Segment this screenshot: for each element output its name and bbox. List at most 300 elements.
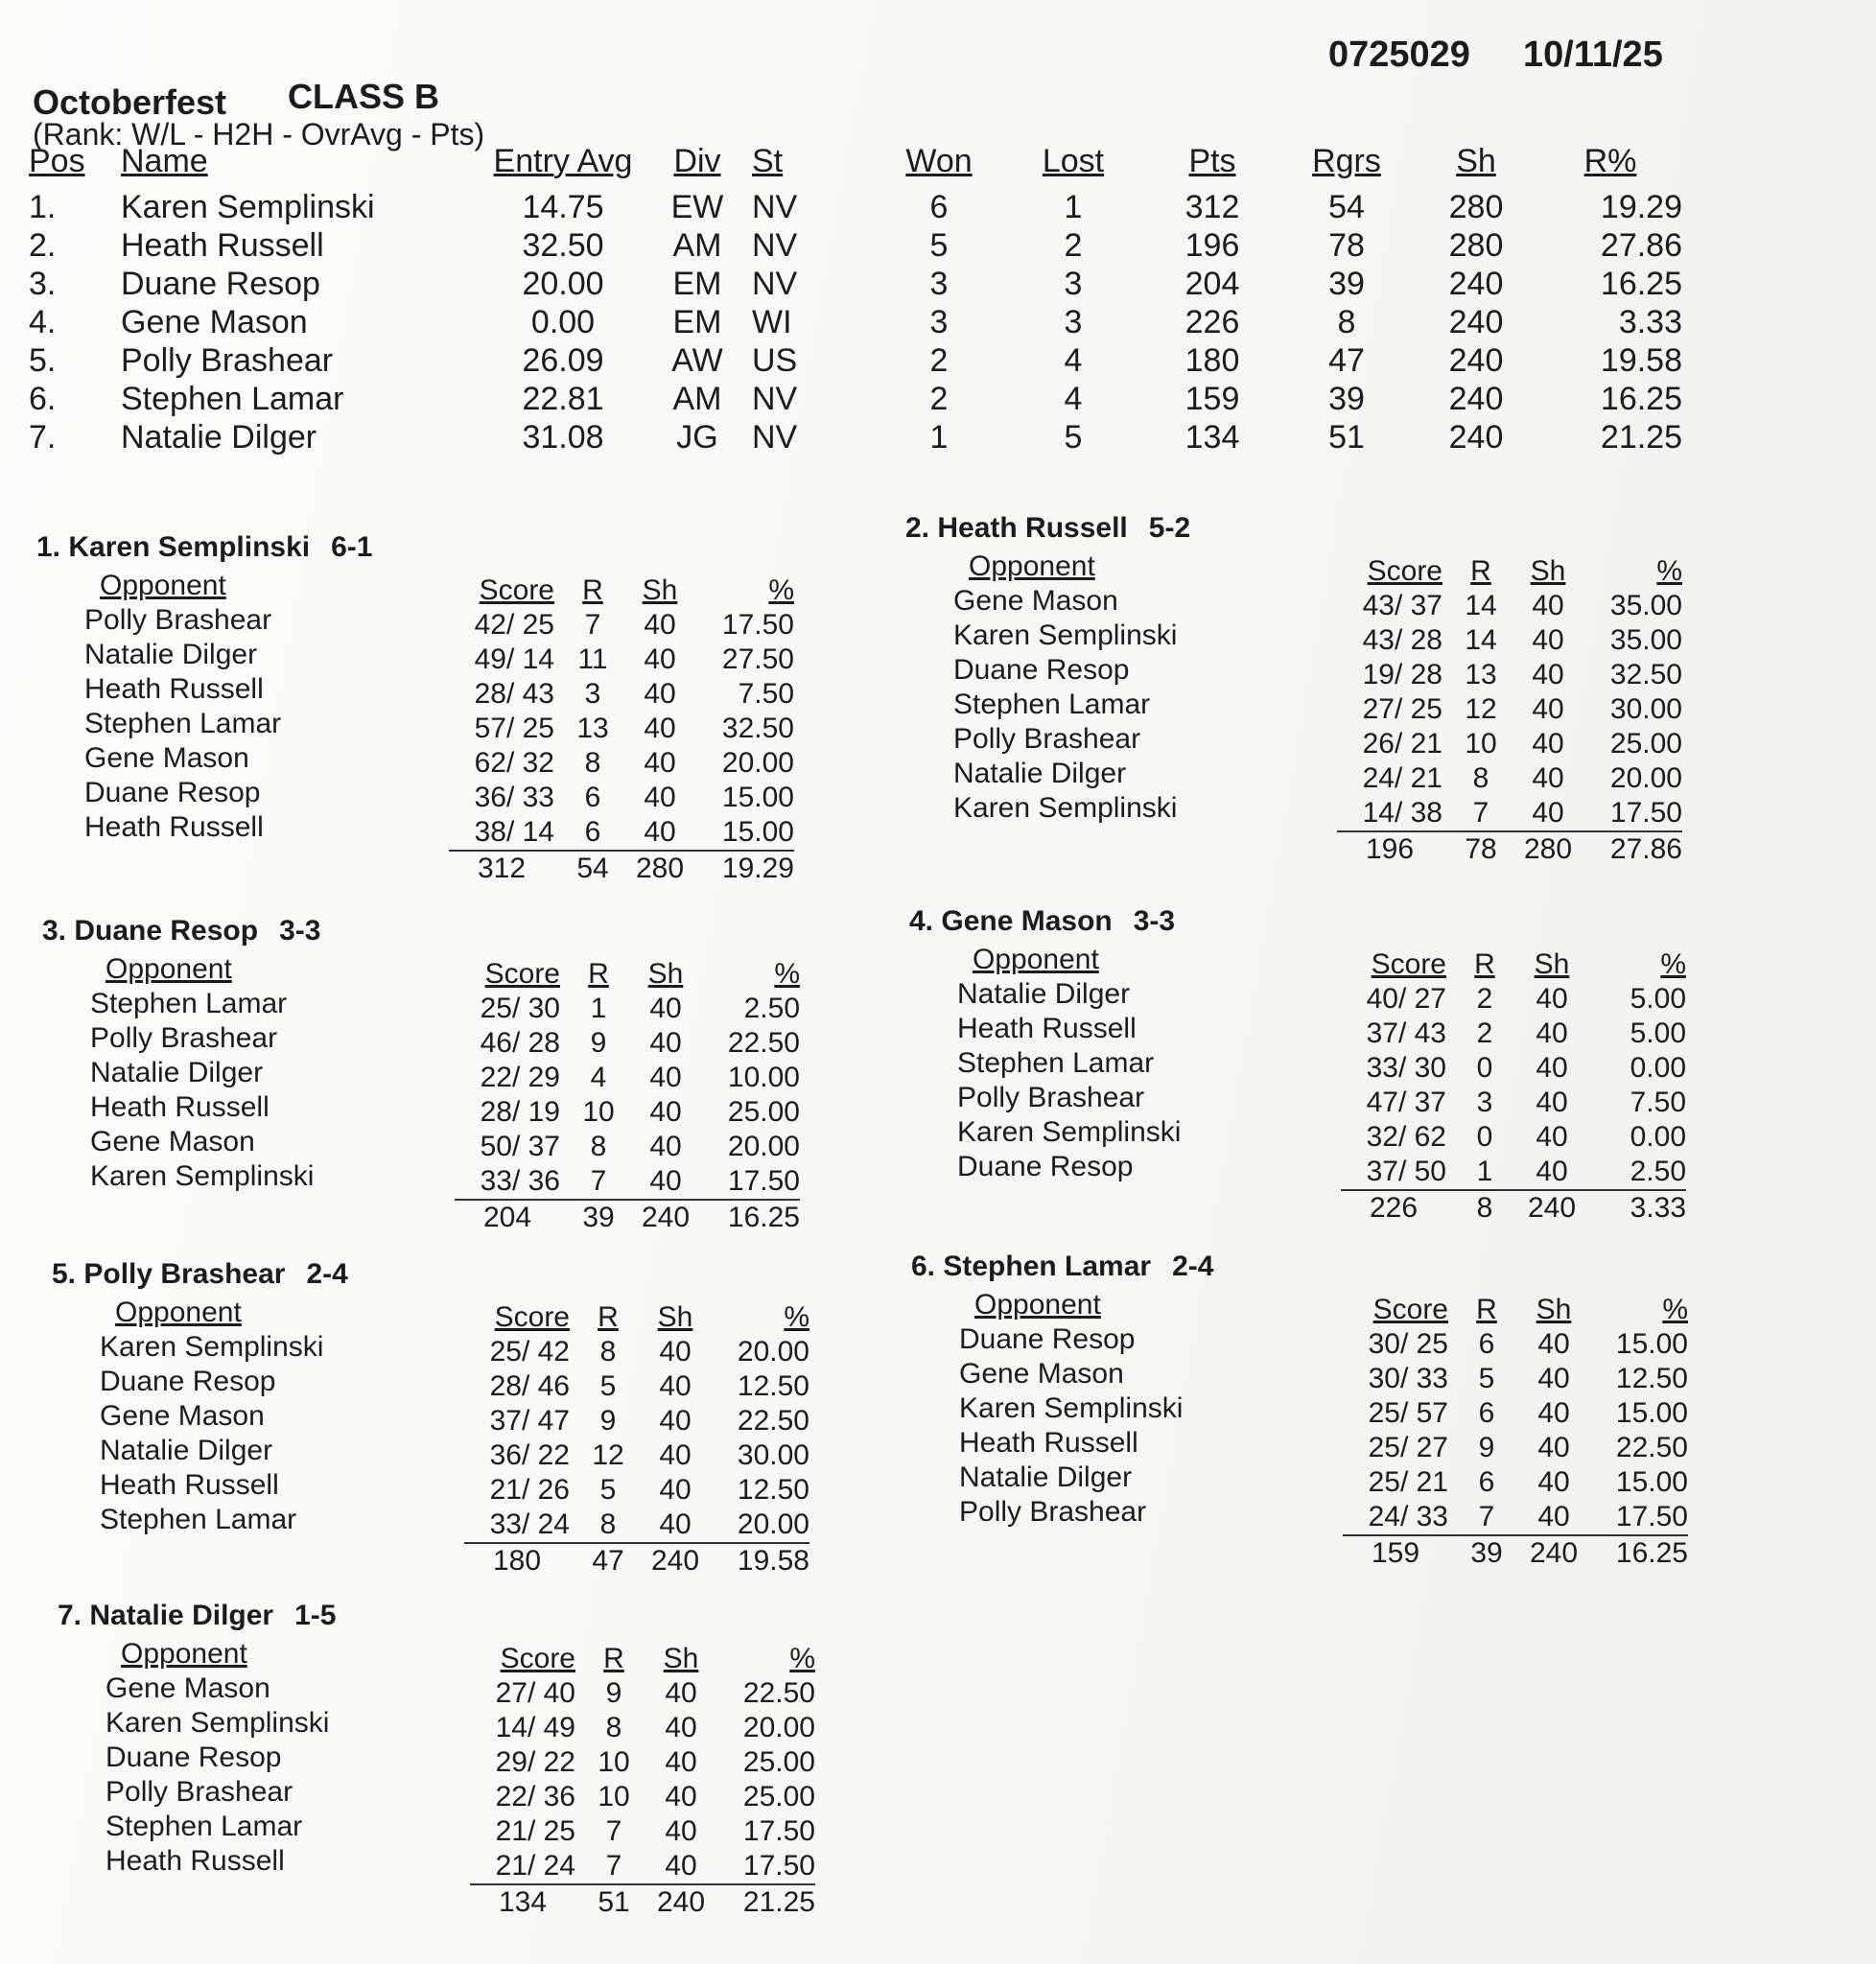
game-score: 38/ 14 xyxy=(474,816,554,848)
game-r: 7 xyxy=(590,1165,607,1197)
game-sh: 40 xyxy=(644,678,676,710)
standings-table xyxy=(29,142,1682,456)
standings-cell-avg: 26.09 xyxy=(522,341,604,379)
opponent-name: Stephen Lamar xyxy=(90,988,288,1019)
game-r: 10 xyxy=(1465,728,1497,760)
game-score: 36/ 22 xyxy=(489,1439,570,1471)
standings-row xyxy=(29,188,1682,226)
standings-cell-pos: 1. xyxy=(29,188,57,225)
standings-cell-avg: 31.08 xyxy=(522,418,604,456)
standings-cell-rp: 19.29 xyxy=(1600,188,1682,225)
standings-cell-div: EM xyxy=(672,265,722,302)
standings-cell-sh: 240 xyxy=(1448,265,1504,302)
opponent-name: Natalie Dilger xyxy=(957,978,1131,1010)
game-sh: 40 xyxy=(1537,1501,1570,1532)
standings-row xyxy=(29,303,1682,341)
game-sh: 40 xyxy=(1532,693,1564,725)
total-row xyxy=(1341,1190,1686,1226)
game-pct: 25.00 xyxy=(742,1746,815,1778)
opponent-name: Gene Mason xyxy=(106,1672,270,1704)
game-pct: 5.00 xyxy=(1630,1017,1686,1049)
col-pts: Pts xyxy=(1188,142,1236,179)
game-score: 36/ 33 xyxy=(474,782,554,813)
player-name: 7. Natalie Dilger xyxy=(58,1600,274,1631)
game-score: 25/ 42 xyxy=(489,1336,570,1368)
game-score: 28/ 46 xyxy=(489,1370,570,1402)
opponent-name: Stephen Lamar xyxy=(957,1047,1155,1079)
game-score: 46/ 28 xyxy=(480,1027,560,1059)
player-record: 2-4 xyxy=(306,1258,348,1290)
game-row xyxy=(455,1026,800,1061)
game-sh: 40 xyxy=(644,609,676,641)
player-section-1 xyxy=(36,531,794,886)
game-r: 6 xyxy=(1478,1328,1495,1360)
opponent-name: Gene Mason xyxy=(953,585,1118,617)
game-pct: 20.00 xyxy=(1609,762,1682,794)
opponent-name: Karen Semplinski xyxy=(959,1392,1184,1424)
game-score: 50/ 37 xyxy=(480,1131,560,1162)
standings-cell-pos: 6. xyxy=(29,380,57,417)
game-r: 12 xyxy=(592,1439,624,1471)
opponent-name: Duane Resop xyxy=(959,1323,1136,1355)
game-sh: 40 xyxy=(649,1165,682,1197)
opponent-name: Karen Semplinski xyxy=(957,1116,1182,1148)
standings-cell-name: Polly Brashear xyxy=(121,341,334,379)
game-r: 11 xyxy=(577,643,608,675)
col-rgrs: Rgrs xyxy=(1312,142,1381,179)
game-row xyxy=(470,1711,815,1745)
standings-cell-pos: 7. xyxy=(29,418,57,456)
player-stats-table xyxy=(470,1642,815,1920)
game-r: 6 xyxy=(584,816,601,848)
game-pct: 15.00 xyxy=(1615,1328,1688,1360)
opponent-name: Karen Semplinski xyxy=(90,1160,315,1192)
stats-header-pct: % xyxy=(784,1301,809,1333)
total-r: 47 xyxy=(579,1543,637,1578)
game-sh: 40 xyxy=(644,816,676,848)
game-sh: 40 xyxy=(644,713,676,744)
standings-cell-pos: 5. xyxy=(29,341,57,379)
player-section-title xyxy=(911,1251,1688,1289)
game-sh: 40 xyxy=(644,747,676,779)
game-sh: 40 xyxy=(1536,983,1568,1015)
player-section-title xyxy=(42,915,800,953)
stats-header-r: R xyxy=(603,1643,624,1674)
total-sh: 240 xyxy=(627,1200,704,1235)
total-pct: 19.29 xyxy=(698,851,794,886)
stats-header-pct: % xyxy=(1656,555,1682,587)
game-pct: 2.50 xyxy=(1630,1156,1686,1187)
game-score: 30/ 33 xyxy=(1368,1363,1448,1394)
standings-cell-won: 1 xyxy=(929,418,949,456)
standings-cell-lost: 4 xyxy=(1064,341,1083,379)
standings-cell-lost: 2 xyxy=(1064,226,1083,264)
opponent-name: Polly Brashear xyxy=(84,604,272,636)
standings-cell-pts: 312 xyxy=(1184,188,1240,225)
standings-cell-name: Heath Russell xyxy=(121,226,324,264)
standings-cell-won: 3 xyxy=(929,303,949,340)
standings-cell-pos: 2. xyxy=(29,226,57,264)
total-r: 39 xyxy=(570,1200,627,1235)
standings-cell-rgrs: 47 xyxy=(1328,341,1365,379)
game-pct: 32.50 xyxy=(721,713,794,744)
standings-row xyxy=(29,226,1682,265)
standings-cell-lost: 4 xyxy=(1064,380,1083,417)
standings-cell-name: Natalie Dilger xyxy=(121,418,317,456)
game-row xyxy=(1337,623,1682,658)
game-score: 57/ 25 xyxy=(474,713,554,744)
opponent-name: Natalie Dilger xyxy=(100,1435,273,1466)
game-score: 19/ 28 xyxy=(1362,659,1442,690)
opponent-header: Opponent xyxy=(973,944,1099,975)
player-stats-table xyxy=(1337,554,1682,867)
game-score: 37/ 50 xyxy=(1366,1156,1446,1187)
player-section-title xyxy=(58,1600,815,1638)
game-r: 9 xyxy=(605,1677,622,1709)
game-sh: 40 xyxy=(665,1781,697,1812)
player-section-title xyxy=(52,1258,809,1297)
opponent-name: Gene Mason xyxy=(90,1126,255,1157)
game-sh: 40 xyxy=(659,1474,692,1506)
player-stats-table xyxy=(1343,1293,1688,1571)
game-row xyxy=(455,1095,800,1130)
game-score: 27/ 25 xyxy=(1362,693,1442,725)
standings-cell-pos: 3. xyxy=(29,265,57,302)
game-score: 26/ 21 xyxy=(1362,728,1442,760)
total-row xyxy=(1343,1535,1688,1571)
game-r: 7 xyxy=(1472,797,1489,829)
stats-header-row xyxy=(464,1300,809,1335)
opponent-header: Opponent xyxy=(121,1638,247,1670)
standings-cell-won: 2 xyxy=(929,380,949,417)
total-score: 196 xyxy=(1337,831,1452,867)
game-score: 25/ 30 xyxy=(480,993,560,1024)
standings-cell-pts: 204 xyxy=(1184,265,1240,302)
total-r: 39 xyxy=(1458,1535,1515,1571)
game-row xyxy=(449,712,794,746)
stats-header-r: R xyxy=(1470,555,1491,587)
game-pct: 20.00 xyxy=(737,1336,809,1368)
stats-header-r: R xyxy=(1476,1294,1497,1325)
total-sh: 280 xyxy=(621,851,698,886)
game-sh: 40 xyxy=(649,1027,682,1059)
stats-header-score: Score xyxy=(484,958,560,990)
game-r: 6 xyxy=(1478,1397,1495,1429)
game-r: 14 xyxy=(1465,624,1497,656)
game-row xyxy=(449,815,794,851)
standings-cell-div: EW xyxy=(670,188,724,225)
game-row xyxy=(1337,761,1682,796)
player-section-title xyxy=(36,531,794,570)
game-row xyxy=(1337,692,1682,727)
game-row xyxy=(1343,1465,1688,1500)
game-sh: 40 xyxy=(1536,1017,1568,1049)
opponent-list xyxy=(911,1289,1343,1571)
opponent-name: Gene Mason xyxy=(100,1400,265,1432)
game-row xyxy=(464,1438,809,1473)
player-record: 5-2 xyxy=(1148,512,1191,544)
game-r: 2 xyxy=(1476,1017,1493,1049)
stats-header-score: Score xyxy=(1372,1294,1448,1325)
game-pct: 20.00 xyxy=(742,1712,815,1743)
opponent-list xyxy=(905,550,1337,867)
player-section-2 xyxy=(905,512,1682,867)
standings-cell-div: JG xyxy=(676,418,718,456)
player-section-5 xyxy=(52,1258,809,1578)
game-r: 6 xyxy=(1478,1466,1495,1498)
standings-cell-rp: 19.58 xyxy=(1600,341,1682,379)
game-sh: 40 xyxy=(649,1062,682,1093)
game-pct: 5.00 xyxy=(1630,983,1686,1015)
player-stats-table xyxy=(464,1300,809,1578)
game-r: 5 xyxy=(599,1474,617,1506)
standings-cell-rgrs: 8 xyxy=(1337,303,1356,340)
opponent-name: Natalie Dilger xyxy=(953,758,1127,789)
standings-cell-st: NV xyxy=(752,265,798,302)
game-pct: 27.50 xyxy=(721,643,794,675)
game-sh: 40 xyxy=(1537,1328,1570,1360)
player-section-4 xyxy=(909,905,1686,1226)
standings-cell-avg: 22.81 xyxy=(522,380,604,417)
standings-cell-rp: 16.25 xyxy=(1600,265,1682,302)
opponent-name: Duane Resop xyxy=(957,1151,1134,1182)
game-score: 25/ 21 xyxy=(1368,1466,1448,1498)
game-row xyxy=(464,1508,809,1543)
game-row xyxy=(449,677,794,712)
stats-header-score: Score xyxy=(479,574,554,606)
standings-row xyxy=(29,341,1682,380)
game-row xyxy=(1341,982,1686,1017)
standings-row xyxy=(29,380,1682,418)
total-pct: 19.58 xyxy=(714,1543,809,1578)
col-lost: Lost xyxy=(1042,142,1105,179)
stats-header-r: R xyxy=(1474,948,1495,980)
game-r: 10 xyxy=(598,1746,630,1778)
game-score: 62/ 32 xyxy=(474,747,554,779)
game-pct: 22.50 xyxy=(727,1027,800,1059)
game-row xyxy=(455,1130,800,1164)
opponent-name: Polly Brashear xyxy=(90,1022,278,1054)
total-r: 51 xyxy=(585,1884,643,1920)
game-r: 13 xyxy=(576,713,609,744)
game-row xyxy=(470,1814,815,1849)
game-pct: 30.00 xyxy=(1609,693,1682,725)
stats-header-score: Score xyxy=(1371,948,1446,980)
game-r: 4 xyxy=(590,1062,607,1093)
game-sh: 40 xyxy=(665,1850,697,1882)
game-row xyxy=(464,1335,809,1369)
game-score: 30/ 25 xyxy=(1368,1328,1448,1360)
standings-cell-rgrs: 51 xyxy=(1328,418,1365,456)
game-row xyxy=(1341,1120,1686,1155)
col-div: Div xyxy=(673,142,721,179)
opponent-name: Karen Semplinski xyxy=(953,620,1178,651)
opponent-name: Natalie Dilger xyxy=(959,1461,1133,1493)
game-score: 21/ 26 xyxy=(489,1474,570,1506)
game-score: 40/ 27 xyxy=(1366,983,1446,1015)
stats-header-sh: Sh xyxy=(1534,948,1570,980)
standings-cell-st: NV xyxy=(752,380,798,417)
total-pct: 3.33 xyxy=(1590,1190,1686,1226)
opponent-name: Heath Russell xyxy=(959,1427,1138,1459)
game-sh: 40 xyxy=(644,782,676,813)
game-score: 29/ 22 xyxy=(495,1746,575,1778)
game-pct: 2.50 xyxy=(743,993,800,1024)
standings-cell-pos: 4. xyxy=(29,303,57,340)
game-pct: 7.50 xyxy=(738,678,794,710)
game-r: 3 xyxy=(584,678,601,710)
game-r: 7 xyxy=(605,1815,622,1847)
opponent-name: Heath Russell xyxy=(100,1469,279,1501)
opponent-list xyxy=(52,1297,464,1578)
game-pct: 22.50 xyxy=(737,1405,809,1437)
stats-header-sh: Sh xyxy=(663,1643,699,1674)
event-date: 10/11/25 xyxy=(1523,35,1663,75)
event-code: 0725029 xyxy=(1328,35,1470,75)
game-sh: 40 xyxy=(1532,624,1564,656)
col-rpct: R% xyxy=(1583,142,1637,179)
player-record: 6-1 xyxy=(331,531,373,563)
standings-cell-sh: 240 xyxy=(1448,418,1504,456)
game-row xyxy=(464,1473,809,1508)
standings-cell-pts: 134 xyxy=(1184,418,1240,456)
game-row xyxy=(1341,1086,1686,1120)
game-sh: 40 xyxy=(649,993,682,1024)
game-r: 9 xyxy=(599,1405,617,1437)
standings-cell-won: 3 xyxy=(929,265,949,302)
game-score: 21/ 24 xyxy=(495,1850,575,1882)
standings-cell-sh: 240 xyxy=(1448,380,1504,417)
game-pct: 22.50 xyxy=(742,1677,815,1709)
standings-cell-div: AW xyxy=(671,341,723,379)
game-score: 37/ 47 xyxy=(489,1405,570,1437)
game-r: 1 xyxy=(1476,1156,1493,1187)
game-sh: 40 xyxy=(1532,659,1564,690)
opponent-header: Opponent xyxy=(115,1297,242,1328)
standings-cell-rgrs: 78 xyxy=(1328,226,1365,264)
game-row xyxy=(1341,1051,1686,1086)
total-row xyxy=(470,1884,815,1920)
standings-cell-div: AM xyxy=(672,226,722,264)
game-score: 33/ 36 xyxy=(480,1165,560,1197)
game-row xyxy=(455,992,800,1026)
game-sh: 40 xyxy=(659,1336,692,1368)
total-score: 134 xyxy=(470,1884,585,1920)
standings-cell-won: 2 xyxy=(929,341,949,379)
stats-header-row xyxy=(455,957,800,992)
total-r: 54 xyxy=(564,851,621,886)
stats-header-pct: % xyxy=(789,1643,815,1674)
standings-cell-won: 5 xyxy=(929,226,949,264)
game-r: 13 xyxy=(1465,659,1497,690)
game-sh: 40 xyxy=(1536,1052,1568,1084)
total-pct: 16.25 xyxy=(1592,1535,1688,1571)
standings-cell-pts: 226 xyxy=(1184,303,1240,340)
game-score: 49/ 14 xyxy=(474,643,554,675)
game-r: 8 xyxy=(590,1131,607,1162)
opponent-name: Stephen Lamar xyxy=(953,689,1151,720)
standings-cell-pts: 196 xyxy=(1184,226,1240,264)
game-r: 5 xyxy=(1478,1363,1495,1394)
game-r: 8 xyxy=(605,1712,622,1743)
game-r: 9 xyxy=(590,1027,607,1059)
game-r: 3 xyxy=(1476,1087,1493,1118)
opponent-name: Duane Resop xyxy=(84,777,261,808)
game-sh: 40 xyxy=(659,1370,692,1402)
total-sh: 240 xyxy=(1513,1190,1590,1226)
game-sh: 40 xyxy=(665,1712,697,1743)
game-pct: 15.00 xyxy=(1615,1466,1688,1498)
game-row xyxy=(470,1780,815,1814)
rank-rule: (Rank: W/L - H2H - OvrAvg - Pts) xyxy=(33,117,485,152)
standings-row xyxy=(29,418,1682,456)
standings-cell-rp: 27.86 xyxy=(1600,226,1682,264)
game-score: 21/ 25 xyxy=(495,1815,575,1847)
game-sh: 40 xyxy=(1537,1363,1570,1394)
total-pct: 21.25 xyxy=(719,1884,815,1920)
game-score: 42/ 25 xyxy=(474,609,554,641)
player-name: 2. Heath Russell xyxy=(905,512,1128,544)
game-sh: 40 xyxy=(1536,1156,1568,1187)
standings-header xyxy=(29,142,1682,188)
stats-header-sh: Sh xyxy=(647,958,684,990)
standings-cell-avg: 32.50 xyxy=(522,226,604,264)
stats-header-row xyxy=(449,573,794,608)
game-row xyxy=(1341,1155,1686,1190)
game-row xyxy=(1343,1362,1688,1396)
total-sh: 240 xyxy=(637,1543,714,1578)
col-name: Name xyxy=(121,142,208,179)
game-sh: 40 xyxy=(1532,728,1564,760)
game-sh: 40 xyxy=(1537,1466,1570,1498)
game-row xyxy=(1343,1500,1688,1535)
game-pct: 12.50 xyxy=(1615,1363,1688,1394)
game-sh: 40 xyxy=(1536,1087,1568,1118)
game-pct: 7.50 xyxy=(1630,1087,1686,1118)
game-score: 25/ 27 xyxy=(1368,1432,1448,1463)
event-title: Octoberfest xyxy=(33,82,227,122)
game-sh: 40 xyxy=(665,1746,697,1778)
opponent-header: Opponent xyxy=(106,953,232,985)
game-r: 8 xyxy=(599,1336,617,1368)
opponent-list xyxy=(909,944,1341,1226)
game-sh: 40 xyxy=(1537,1432,1570,1463)
game-r: 14 xyxy=(1465,590,1497,621)
opponent-name: Gene Mason xyxy=(959,1358,1124,1390)
game-row xyxy=(1337,796,1682,831)
opponent-header: Opponent xyxy=(100,570,226,601)
standings-cell-pts: 159 xyxy=(1184,380,1240,417)
standings-cell-name: Stephen Lamar xyxy=(121,380,344,417)
opponent-name: Polly Brashear xyxy=(957,1082,1145,1113)
game-sh: 40 xyxy=(665,1677,697,1709)
opponent-name: Heath Russell xyxy=(106,1845,285,1877)
game-r: 7 xyxy=(584,609,601,641)
game-pct: 35.00 xyxy=(1609,624,1682,656)
stats-header-sh: Sh xyxy=(1530,555,1566,587)
game-pct: 12.50 xyxy=(737,1370,809,1402)
stats-header-score: Score xyxy=(1367,555,1442,587)
standings-cell-sh: 280 xyxy=(1448,188,1504,225)
game-row xyxy=(449,746,794,781)
game-pct: 25.00 xyxy=(742,1781,815,1812)
game-r: 2 xyxy=(1476,983,1493,1015)
game-sh: 40 xyxy=(659,1439,692,1471)
game-score: 28/ 43 xyxy=(474,678,554,710)
total-sh: 240 xyxy=(643,1884,719,1920)
game-score: 24/ 21 xyxy=(1362,762,1442,794)
stats-header-pct: % xyxy=(1660,948,1686,980)
